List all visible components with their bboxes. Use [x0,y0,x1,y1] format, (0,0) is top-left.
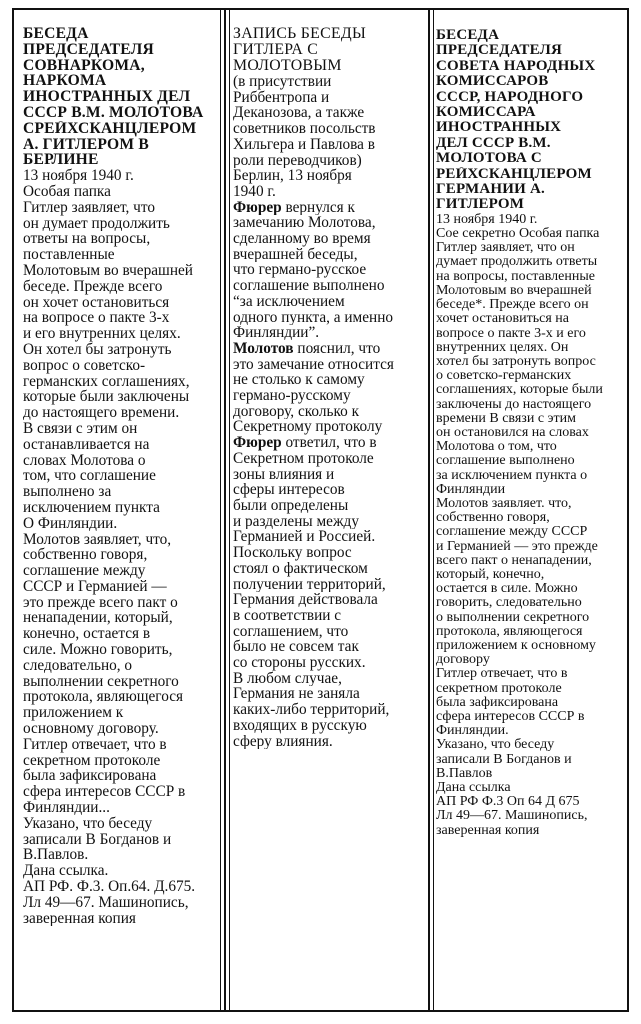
column-heading-line: МОЛОТОВЫМ [233,58,342,74]
column-text-line: Лл 49—67. Машинопись, [436,809,588,824]
column-heading-line: СССР, НАРОДНОГО [436,89,584,105]
column-text-line: Берлин, 13 ноября [233,168,352,184]
column-text-line: основному договору. [23,721,159,737]
column-text-line: ответы на вопросы, [23,231,151,248]
column-text-line: до настоящего времени. [23,405,180,421]
column-text-line: В любом случае, [233,670,342,687]
column-heading-line: ГИТЛЕРОМ [436,197,525,213]
column-2 [224,10,428,1010]
column-text-line: соглашением, что [233,623,349,640]
column-heading-line: ГЕРМАНИИ А. [436,182,545,198]
column-text-line: соглашение выполнено [233,278,385,294]
column-heading-line: СРЕЙХСКАНЦЛЕРОМ [23,120,197,137]
column-heading-line: БЕСЕДА [23,26,89,42]
column-text-line: соглашениях, которые были [436,383,603,398]
column-text-line: было не совсем так [233,639,359,656]
column-text-line: Молотова о том, что [436,440,557,455]
column-text-line: собственно говоря, [436,511,550,526]
column-heading-line: ДЕЛ СССР В.М. [436,135,551,151]
column-text-line: соглашение выполнено [436,454,575,469]
column-text-line: договору [436,653,490,668]
column-text-line: Секретном протоколе [233,450,374,467]
column-text-line: беседе*. Прежде всего он [436,298,589,313]
column-text-line: Указано, что беседу [436,738,555,753]
column-text-line: АП РФ. Ф.3. Оп.64. Д.675. [23,879,196,895]
document-page [12,8,629,1012]
column-text-line: В.Павлов [436,766,493,781]
column-text-line: Гитлер отвечает, что в [436,667,568,682]
column-text-line: Указано, что беседу [23,815,153,832]
column-text-line: Германия не заняла [233,686,360,703]
column-text-line: 13 ноября 1940 г. [436,212,538,227]
column-text-line: записали В Богданов и [23,831,172,848]
column-text-line: выполнено за [23,484,112,500]
column-text-line: советников посольств [233,121,376,137]
column-text-line: вопросе о пакте 3-х и его [436,326,586,341]
column-text-line: германо-русскому [233,388,351,404]
column-text-line: которые были заключены [23,389,190,406]
column-text-line: договору, сколько к [233,403,360,420]
column-text-line: В связи с этим он [23,420,138,437]
column-text-line: внутренних целях. Он [436,340,569,355]
column-heading-line: СОВЕТА НАРОДНЫХ [436,58,596,74]
column-3 [428,10,629,1010]
column-text-line: приложением к [23,705,124,722]
column-text-line: он думает продолжить [23,215,170,232]
column-text-line: за исключением пункта о [436,468,588,483]
column-text-line: это прежде всего пакт о [23,594,178,611]
column-text-line: Финляндии... [23,800,110,816]
column-text-line: и его внутренних целях. [23,326,181,342]
column-text-line: вопрос о советско- [23,357,146,374]
column-text-line: секретном протоколе [436,681,562,696]
column-text-line: приложением к основному [436,638,596,653]
column-text-line: Фюрер ответил, что в [233,435,377,451]
column-text-line: каких-либо территорий, [233,702,390,718]
column-text-line: собственно говоря, [23,547,148,564]
column-text-line: словах Молотова о [23,452,146,469]
column-text-line: Молотовым во вчерашней [436,283,592,298]
column-text-line: входящих в русскую [233,717,367,734]
column-heading-line: ЗАПИСЬ БЕСЕДЫ [233,26,367,42]
column-text-line: поставленные [23,247,115,263]
column-text-line: Молотовым во вчерашней [23,262,193,279]
column-text-line: протокола, являющегося [436,624,583,639]
column-text-line: зоны влияния и [233,466,335,483]
column-text-line: это замечание относится [233,356,394,373]
column-text-line: секретном протоколе [23,752,161,769]
column-text-line: Финляндии [436,482,506,497]
column-text-line: времени В связи с этим [436,411,577,426]
column-heading-line: БЕРЛИНЕ [23,152,99,169]
column-text-line: ненападении, который, [23,610,173,627]
column-text-line: Лл 49—67. Машинопись, [23,894,189,911]
column-text-line: он остановился на словах [436,425,589,440]
column-heading-line: ПРЕДСЕДАТЕЛЯ [436,43,563,59]
column-text-line: со стороны русских. [233,655,366,671]
column-text-line: одного пункта, а именно [233,309,394,326]
speaker-name: Фюрер [233,435,282,451]
column-heading-line: КОМИССАРОВ [436,74,549,90]
column-heading-line: РЕЙХСКАНЦЛЕРОМ [436,166,592,182]
column-text-line: конечно, остается в [23,626,151,643]
column-text-line: сферы интересов [233,482,345,498]
column-text-line: он хочет остановиться [23,294,170,311]
column-text-line: стоял о фактическом [233,560,368,577]
column-text-line: том, что соглашение [23,468,156,485]
column-text-line: получении территорий, [233,576,386,593]
column-text-line: всего пакт о ненападении, [436,553,592,568]
column-text-line: Молотов пояснил, что [233,340,381,357]
column-text-line: Молотов заявляет. что, [436,496,572,511]
column-text-line: В.Павлов. [23,847,89,864]
column-text-line: исключением пункта [23,499,160,516]
column-text-line: Германией и Россией. [233,529,376,546]
column-heading-line: МОЛОТОВА С [436,151,542,167]
column-text-line: заключены до настоящего [436,397,592,412]
column-text-line: что германо-русское [233,262,367,279]
column-text-line: Финляндии”. [233,325,320,341]
column-text-line: выполнении секретного [23,673,179,690]
speaker-name: Фюрер [233,199,282,216]
column-text-line: Гитлер отвечает, что в [23,736,167,753]
speaker-name: Молотов [233,340,294,357]
column-text-line: 13 ноября 1940 г. [23,168,134,184]
column-heading-line: ИНОСТРАННЫХ ДЕЛ [23,89,191,105]
column-text-line: соглашение между [23,563,146,579]
column-heading-line: ГИТЛЕРА С [233,42,319,58]
comparison-table [12,8,629,1012]
column-heading-line: СССР В.М. МОЛОТОВА [23,104,204,121]
column-heading-line: ПРЕДСЕДАТЕЛЯ [23,41,154,58]
column-text-line: и Германией — это прежде [436,539,598,554]
column-heading-line: ИНОСТРАННЫХ [436,120,562,136]
column-text-line: сферу влияния. [233,733,333,750]
column-text-line: говорить, следовательно [436,596,582,611]
column-text-line: Он хотел бы затронуть [23,341,172,358]
column-text-line: беседе. Прежде всего [23,278,163,295]
column-text-line: Риббентропа и [233,89,330,106]
column-text-line: сделанному во время [233,231,371,247]
column-text-line: который, конечно, [436,567,545,582]
column-text-line: в соответствии с [233,607,342,624]
column-text-line: заверенная копия [436,823,540,838]
column-text-line: 1940 г. [233,183,276,200]
column-text-line: Финляндии. [436,724,509,739]
column-heading-line: БЕСЕДА [436,28,500,43]
column-text-line: замечанию Молотова, [233,215,376,232]
column-text-line: думает продолжить ответы [436,255,598,270]
column-text-line: была зафиксирована [436,695,559,710]
column-text-line: хотел бы затронуть вопрос [436,354,596,369]
column-text-line: останавливается на [23,436,150,453]
column-text-line: соглашение между СССР [436,525,588,540]
column-text-line: протокола, являющегося [23,689,184,706]
column-text-line: СССР и Германией — [23,578,167,595]
column-text-line: не столько к самому [233,372,365,389]
column-text-line: и разделены между [233,513,359,530]
column-text-line: Секретному протоколу [233,419,383,436]
column-text-line: сфера интересов СССР в [436,709,585,724]
column-text-line: роли переводчиков) [233,152,362,169]
column-heading-line: А. ГИТЛЕРОМ В [23,136,149,153]
column-text-line: германских соглашениях, [23,373,190,390]
column-text-line: (в присутствии [233,74,332,90]
column-text-line: была зафиксирована [23,768,157,785]
column-text-line: силе. Можно говорить, [23,642,173,658]
column-heading-line: СОВНАРКОМА, [23,57,145,74]
column-text-line: Фюрер вернулся к [233,199,355,216]
column-text-line: Дана ссылка. [23,863,109,880]
column-text-line: АП РФ Ф.3 Оп 64 Д 675 [436,795,580,810]
column-text-line: Дана ссылка [436,781,511,795]
column-text-line: остается в силе. Можно [436,582,578,597]
column-text-line: Германия действовала [233,592,378,608]
column-text-line: о выполнении секретного [436,610,590,625]
column-text-line: Особая папка [23,183,111,200]
column-text-line: О Финляндии. [23,515,118,532]
column-text-line: Гитлер заявляет, что он [436,241,575,256]
column-text-line: Деканозова, а также [233,105,365,122]
column-heading-line: КОМИССАРА [436,105,536,121]
column-text-line: Хильгера и Павлова в [233,136,375,153]
column-text-line: Молотов заявляет, что, [23,531,172,548]
column-text-line: сфера интересов СССР в [23,784,186,801]
column-text-line: о советско-германских [436,369,572,384]
column-text-line: заверенная копия [23,910,136,927]
column-text-line: на вопросе о пакте 3-х [23,310,170,327]
column-text-line: Гитлер заявляет, что [23,199,156,216]
column-text-line: хочет остановиться на [436,312,569,327]
column-text-line: следовательно, о [23,657,133,674]
column-1 [12,10,224,1010]
column-text-line: Поскольку вопрос [233,545,352,561]
column-text-line: “за исключением [233,293,345,310]
column-text-line: были определены [233,497,349,514]
column-text-line: на вопросы, поставленные [436,269,595,284]
column-text-line: вчерашней беседы, [233,246,358,263]
column-heading-line: НАРКОМА [23,73,107,90]
column-text-line: Сое секретно Особая папка [436,227,600,242]
column-text-line: записали В Богданов и [436,752,572,767]
